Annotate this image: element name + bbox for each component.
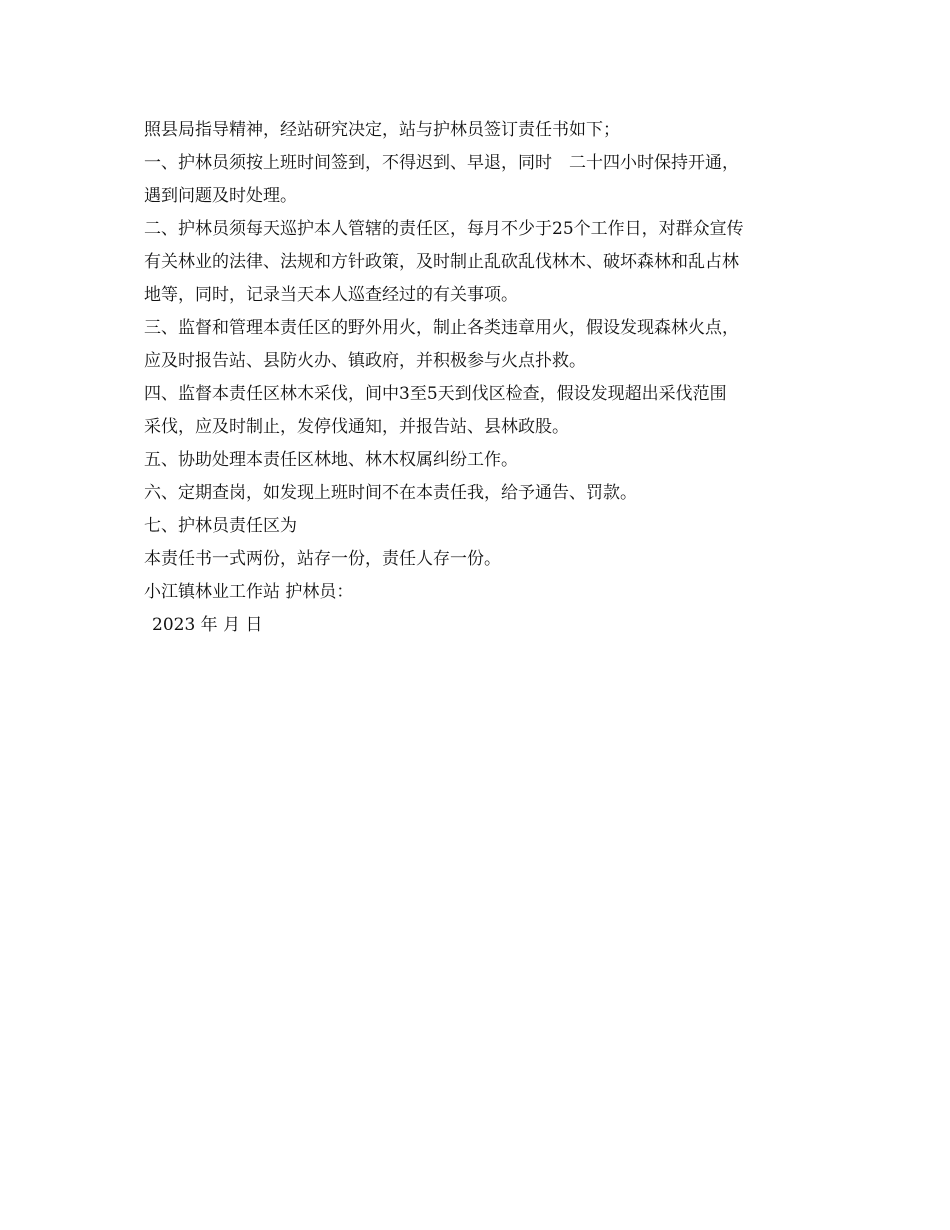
text-line-copies: 本责任书一式两份，站存一份，责任人存一份。 <box>144 549 501 569</box>
text-line-item-5: 五、协助处理本责任区林地、林木权属纠纷工作。 <box>144 450 518 470</box>
document-body <box>144 114 824 642</box>
text-line-item-2b: 有关林业的法律、法规和方针政策，及时制止乱砍乱伐林木、破坏森林和乱占林 <box>144 252 739 272</box>
text-line-item-6: 六、定期查岗，如发现上班时间不在本责任我，给予通告、罚款。 <box>144 483 637 503</box>
text-line-item-1b: 遇到问题及时处理。 <box>144 186 297 206</box>
text-line-item-3a: 三、监督和管理本责任区的野外用火，制止各类违章用火，假设发现森林火点， <box>144 318 739 338</box>
text-line-date: 2023 年 月 日 <box>152 615 263 635</box>
text-line-item-4b: 采伐，应及时制止，发停伐通知，并报告站、县林政股。 <box>144 417 569 437</box>
text-line-item-4a: 四、监督本责任区林木采伐，间中3至5天到伐区检查，假设发现超出采伐范围 <box>144 384 727 404</box>
text-line-intro: 照县局指导精神，经站研究决定，站与护林员签订责任书如下； <box>144 120 620 140</box>
text-line-item-7: 七、护林员责任区为 <box>144 516 297 536</box>
text-line-item-2a: 二、护林员须每天巡护本人管辖的责任区，每月不少于25个工作日，对群众宣传 <box>144 219 744 239</box>
text-line-item-3b: 应及时报告站、县防火办、镇政府，并积极参与火点扑救。 <box>144 351 586 371</box>
text-line-signatories: 小江镇林业工作站 护林员： <box>144 582 354 602</box>
text-line-item-1a: 一、护林员须按上班时间签到，不得迟到、早退，同时 二十四小时保持开通， <box>144 153 739 173</box>
text-line-item-2c: 地等，同时，记录当天本人巡查经过的有关事项。 <box>144 285 518 305</box>
